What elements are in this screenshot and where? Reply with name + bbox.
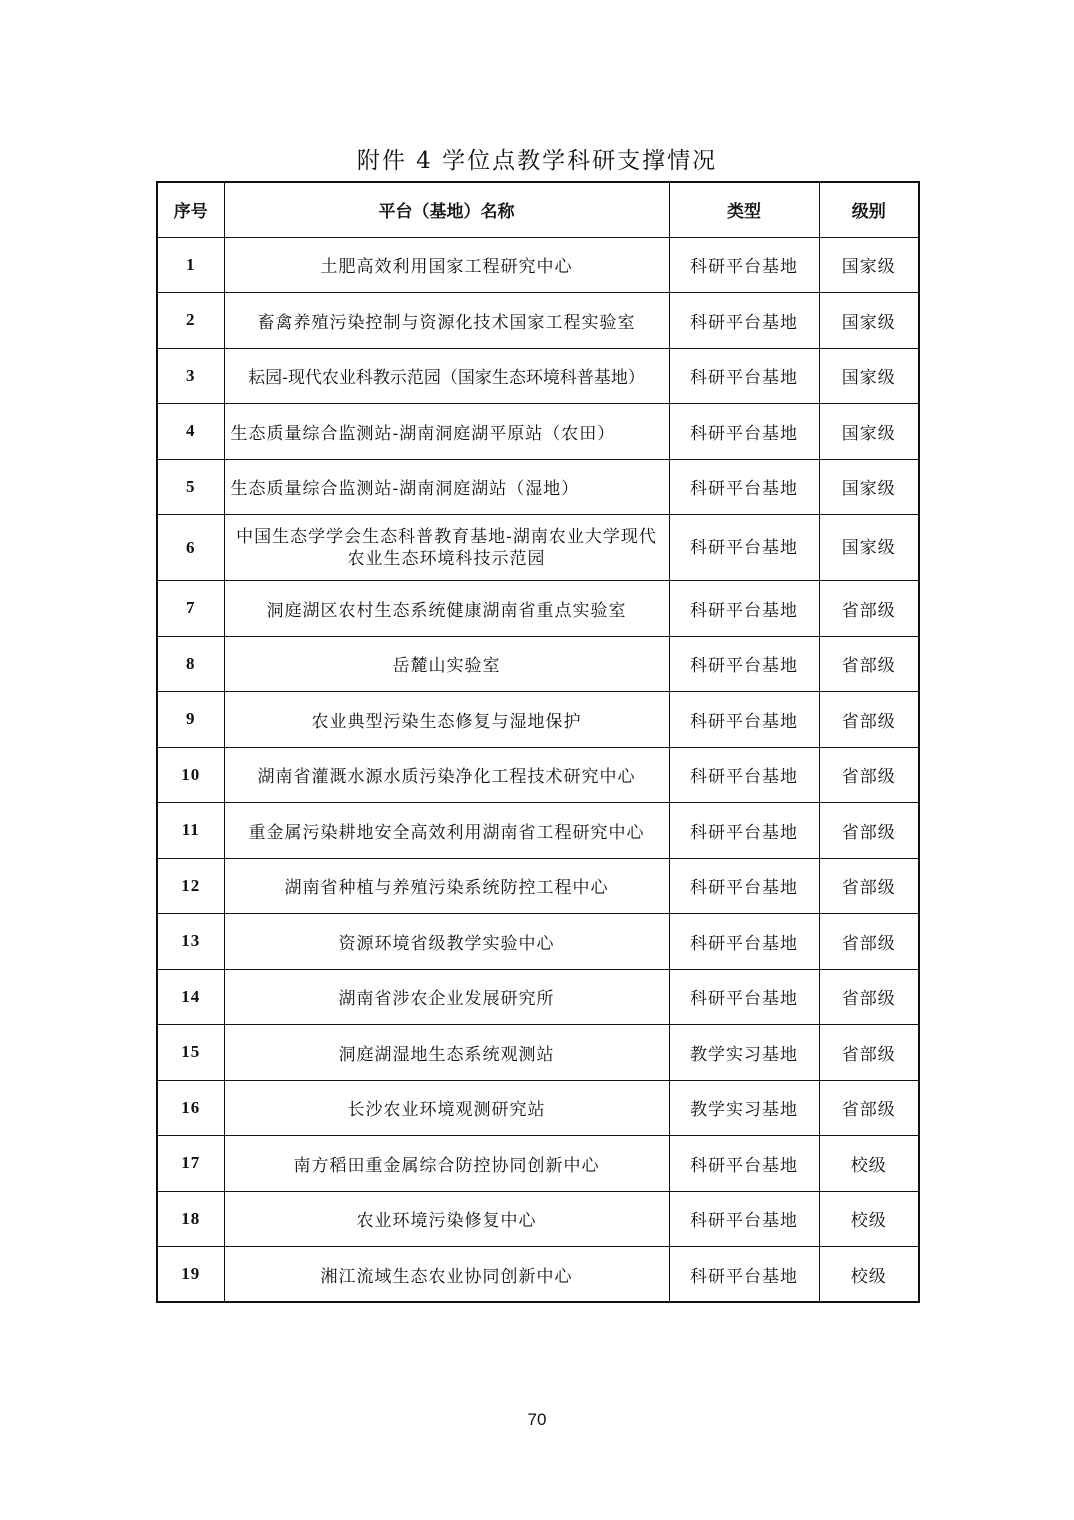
row-no: 8 <box>157 636 224 692</box>
row-no: 14 <box>157 969 224 1025</box>
row-level: 省部级 <box>819 858 919 914</box>
row-type: 教学实习基地 <box>669 1080 819 1136</box>
row-no: 5 <box>157 459 224 515</box>
row-name: 畜禽养殖污染控制与资源化技术国家工程实验室 <box>224 293 669 349</box>
row-no: 13 <box>157 914 224 970</box>
row-level: 国家级 <box>819 237 919 293</box>
table-row <box>157 1191 919 1247</box>
row-type: 科研平台基地 <box>669 803 819 859</box>
row-no: 19 <box>157 1247 224 1303</box>
row-no: 11 <box>157 803 224 859</box>
row-type: 科研平台基地 <box>669 1191 819 1247</box>
table-row <box>157 1025 919 1081</box>
page-number: 70 <box>527 1410 547 1429</box>
row-no: 6 <box>157 515 224 581</box>
row-type: 科研平台基地 <box>669 515 819 581</box>
table-row <box>157 1136 919 1192</box>
table-row <box>157 459 919 515</box>
row-name: 岳麓山实验室 <box>224 636 669 692</box>
table-row <box>157 692 919 748</box>
row-name: 重金属污染耕地安全高效利用湖南省工程研究中心 <box>224 803 669 859</box>
row-type: 科研平台基地 <box>669 581 819 637</box>
row-type: 科研平台基地 <box>669 293 819 349</box>
row-type: 教学实习基地 <box>669 1025 819 1081</box>
row-no: 15 <box>157 1025 224 1081</box>
row-level: 省部级 <box>819 581 919 637</box>
row-level: 校级 <box>819 1191 919 1247</box>
header-no: 序号 <box>157 182 224 237</box>
table-row <box>157 404 919 460</box>
row-level: 校级 <box>819 1247 919 1303</box>
table-row <box>157 747 919 803</box>
row-type: 科研平台基地 <box>669 348 819 404</box>
row-level: 国家级 <box>819 459 919 515</box>
row-type: 科研平台基地 <box>669 914 819 970</box>
row-name: 农业典型污染生态修复与湿地保护 <box>224 692 669 748</box>
row-type: 科研平台基地 <box>669 747 819 803</box>
row-type: 科研平台基地 <box>669 692 819 748</box>
row-level: 国家级 <box>819 515 919 581</box>
row-no: 10 <box>157 747 224 803</box>
row-level: 省部级 <box>819 969 919 1025</box>
table-row <box>157 293 919 349</box>
table-row <box>157 515 919 581</box>
table-row <box>157 803 919 859</box>
row-type: 科研平台基地 <box>669 858 819 914</box>
row-name: 湖南省灌溉水源水质污染净化工程技术研究中心 <box>224 747 669 803</box>
row-name: 中国生态学学会生态科普教育基地-湖南农业大学现代农业生态环境科技示范园 <box>224 515 669 581</box>
row-name: 生态质量综合监测站-湖南洞庭湖站（湿地） <box>224 459 669 515</box>
row-name: 生态质量综合监测站-湖南洞庭湖平原站（农田） <box>224 404 669 460</box>
row-type: 科研平台基地 <box>669 969 819 1025</box>
row-name: 洞庭湖区农村生态系统健康湖南省重点实验室 <box>224 581 669 637</box>
row-type: 科研平台基地 <box>669 1136 819 1192</box>
row-no: 17 <box>157 1136 224 1192</box>
row-name: 湘江流域生态农业协同创新中心 <box>224 1247 669 1303</box>
table-row <box>157 914 919 970</box>
table-row <box>157 969 919 1025</box>
row-no: 9 <box>157 692 224 748</box>
table-row <box>157 1247 919 1303</box>
row-level: 国家级 <box>819 293 919 349</box>
row-name: 洞庭湖湿地生态系统观测站 <box>224 1025 669 1081</box>
row-level: 省部级 <box>819 636 919 692</box>
table-header-row <box>157 182 919 237</box>
row-no: 3 <box>157 348 224 404</box>
table-row <box>157 636 919 692</box>
header-name: 平台（基地）名称 <box>224 182 669 237</box>
row-level: 省部级 <box>819 803 919 859</box>
row-level: 省部级 <box>819 1080 919 1136</box>
row-type: 科研平台基地 <box>669 1247 819 1303</box>
row-level: 省部级 <box>819 692 919 748</box>
table-row <box>157 858 919 914</box>
row-no: 7 <box>157 581 224 637</box>
table-row <box>157 348 919 404</box>
row-level: 国家级 <box>819 404 919 460</box>
table-row <box>157 1080 919 1136</box>
table-row <box>157 581 919 637</box>
row-name: 南方稻田重金属综合防控协同创新中心 <box>224 1136 669 1192</box>
row-no: 12 <box>157 858 224 914</box>
row-type: 科研平台基地 <box>669 237 819 293</box>
row-no: 16 <box>157 1080 224 1136</box>
row-name: 耘园-现代农业科教示范园（国家生态环境科普基地） <box>224 348 669 404</box>
row-type: 科研平台基地 <box>669 404 819 460</box>
header-type: 类型 <box>669 182 819 237</box>
document-title: 附件 4 学位点教学科研支撑情况 <box>356 148 718 174</box>
header-level: 级别 <box>819 182 919 237</box>
row-type: 科研平台基地 <box>669 636 819 692</box>
row-name: 农业环境污染修复中心 <box>224 1191 669 1247</box>
row-name: 长沙农业环境观测研究站 <box>224 1080 669 1136</box>
row-name: 湖南省种植与养殖污染系统防控工程中心 <box>224 858 669 914</box>
row-no: 1 <box>157 237 224 293</box>
row-level: 省部级 <box>819 914 919 970</box>
row-no: 18 <box>157 1191 224 1247</box>
row-level: 校级 <box>819 1136 919 1192</box>
row-name: 湖南省涉农企业发展研究所 <box>224 969 669 1025</box>
row-level: 国家级 <box>819 348 919 404</box>
row-level: 省部级 <box>819 747 919 803</box>
row-no: 4 <box>157 404 224 460</box>
row-type: 科研平台基地 <box>669 459 819 515</box>
row-level: 省部级 <box>819 1025 919 1081</box>
support-table <box>156 181 920 1303</box>
row-name: 土肥高效利用国家工程研究中心 <box>224 237 669 293</box>
table-row <box>157 237 919 293</box>
row-name: 资源环境省级教学实验中心 <box>224 914 669 970</box>
row-no: 2 <box>157 293 224 349</box>
